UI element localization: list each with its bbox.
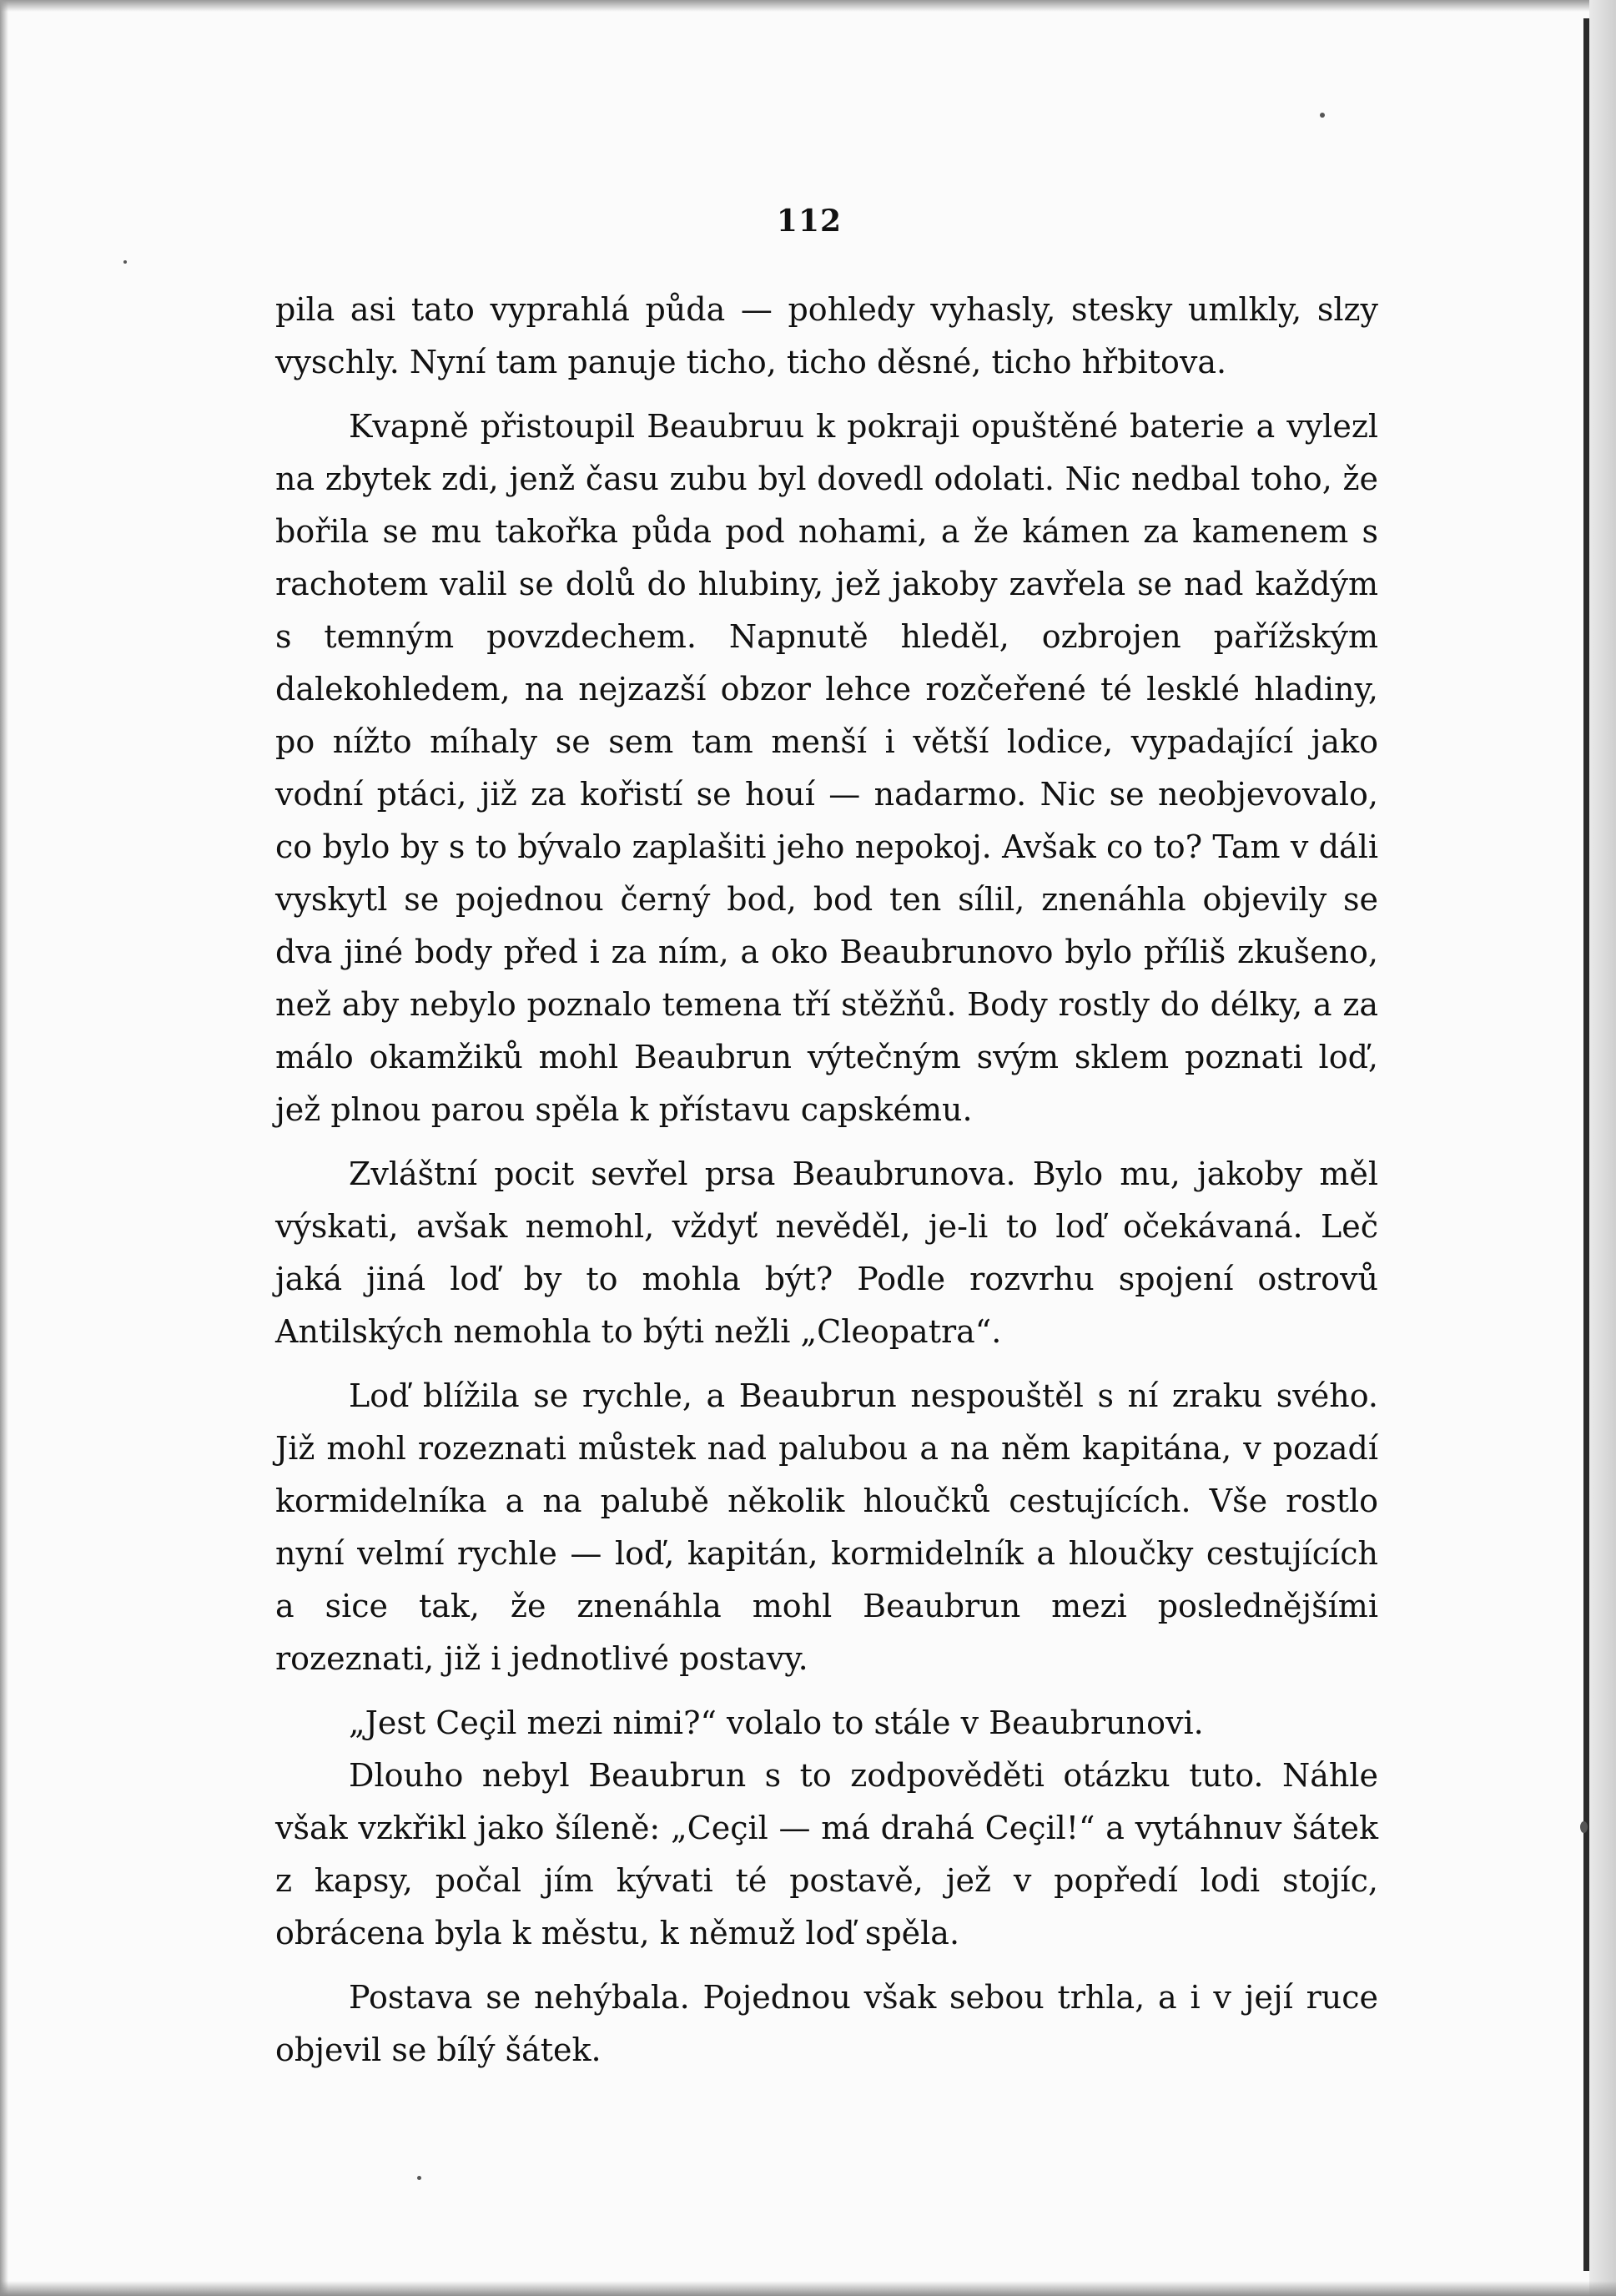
paragraph: „Jest Ceçil mezi nimi?“ volalo to stále v Beaubrunovi. [349, 1704, 1204, 1741]
paragraph: Kvapně přistoupil Beaubruu k pokraji opuštěné baterie a vylezl na zbytek zdi, jenž času zubu byl dovedl odolati. Nic nedbal toho, že bořila se mu takořka půda pod nohami, a že kámen za kamenem s rachotem valil se dolů do hlubiny, jež jakoby zavřela se nad každým s temným povzdechem. Napnutě hleděl, ozbrojen pařížským dalekohledem, na nejzazší obzor lehce rozčeřené té lesklé hladiny, po nížto míhaly se sem tam menší i větší lodice, vypadající jako vodní ptáci, již za kořistí se houí — nadarmo. Nic se neobjevovalo, co bylo by s to bývalo zaplašiti jeho nepokoj. Avšak co to? Tam v dáli vyskytl se pojednou černý bod, bod ten sílil, znenáhla objevily se dva jiné body před i za ním, a oko Beaubrunovo bylo příliš zkušeno, než aby nebylo poznalo temena tří stěžňů. Body rostly do délky, a za málo okamžiků mohl Beaubrun výtečným svým sklem poznati loď, jež plnou parou spěla k přístavu capskému. [275, 408, 1378, 1128]
paragraph: Postava se nehýbala. Pojednou však sebou trhla, a i v její ruce objevil se bílý šátek. [275, 1979, 1378, 2068]
scan-edge-left [0, 0, 8, 2296]
scan-edge-right [1589, 0, 1616, 2296]
paragraph: Zvláštní pocit sevřel prsa Beaubrunova. Bylo mu, jakoby měl výskati, avšak nemohl, vždyť nevěděl, je-li to loď očekávaná. Leč jaká jiná loď by to mohla být? Podle rozvrhu spojení ostrovů Antilských nemohla to býti nežli „Cleopatra“. [275, 1156, 1378, 1350]
scan-speck [417, 2176, 421, 2180]
scan-speck [1580, 1821, 1588, 1833]
scan-edge-bottom [0, 2281, 1616, 2296]
scan-speck [123, 260, 127, 264]
page-number: 112 [776, 204, 843, 239]
scan-speck [1320, 113, 1325, 118]
scan-edge-top [0, 0, 1616, 12]
paragraph: Loď blížila se rychle, a Beaubrun nespouštěl s ní zraku svého. Již mohl rozeznati můstek nad palubou a na něm kapitána, v pozadí kormidelníka a na palubě několik hloučků cestujících. Vše rostlo nyní velmí rychle — loď, kapitán, kormidelník a hloučky cestujících a sice tak, že znenáhla mohl Beaubrun mezi poslednějšími rozeznati, již i jednotlivé postavy. [275, 1377, 1378, 1677]
scan-binding-shadow [1583, 18, 1589, 2271]
body-text [275, 284, 1378, 2088]
paragraph-continuation: pila asi tato vyprahlá půda — pohledy vyhasly, stesky umlkly, slzy vyschly. Nyní tam panuje ticho, ticho děsné, ticho hřbitova. [275, 291, 1378, 380]
paragraph: Dlouho nebyl Beaubrun s to zodpověděti otázku tuto. Náhle však vzkřikl jako šíleně: „Ceçil — má drahá Ceçil!“ a vytáhnuv šátek z kapsy, počal jím kývati té postavě, jež v popředí lodi stojíc, obrácena byla k městu, k němuž loď spěla. [275, 1757, 1378, 1951]
